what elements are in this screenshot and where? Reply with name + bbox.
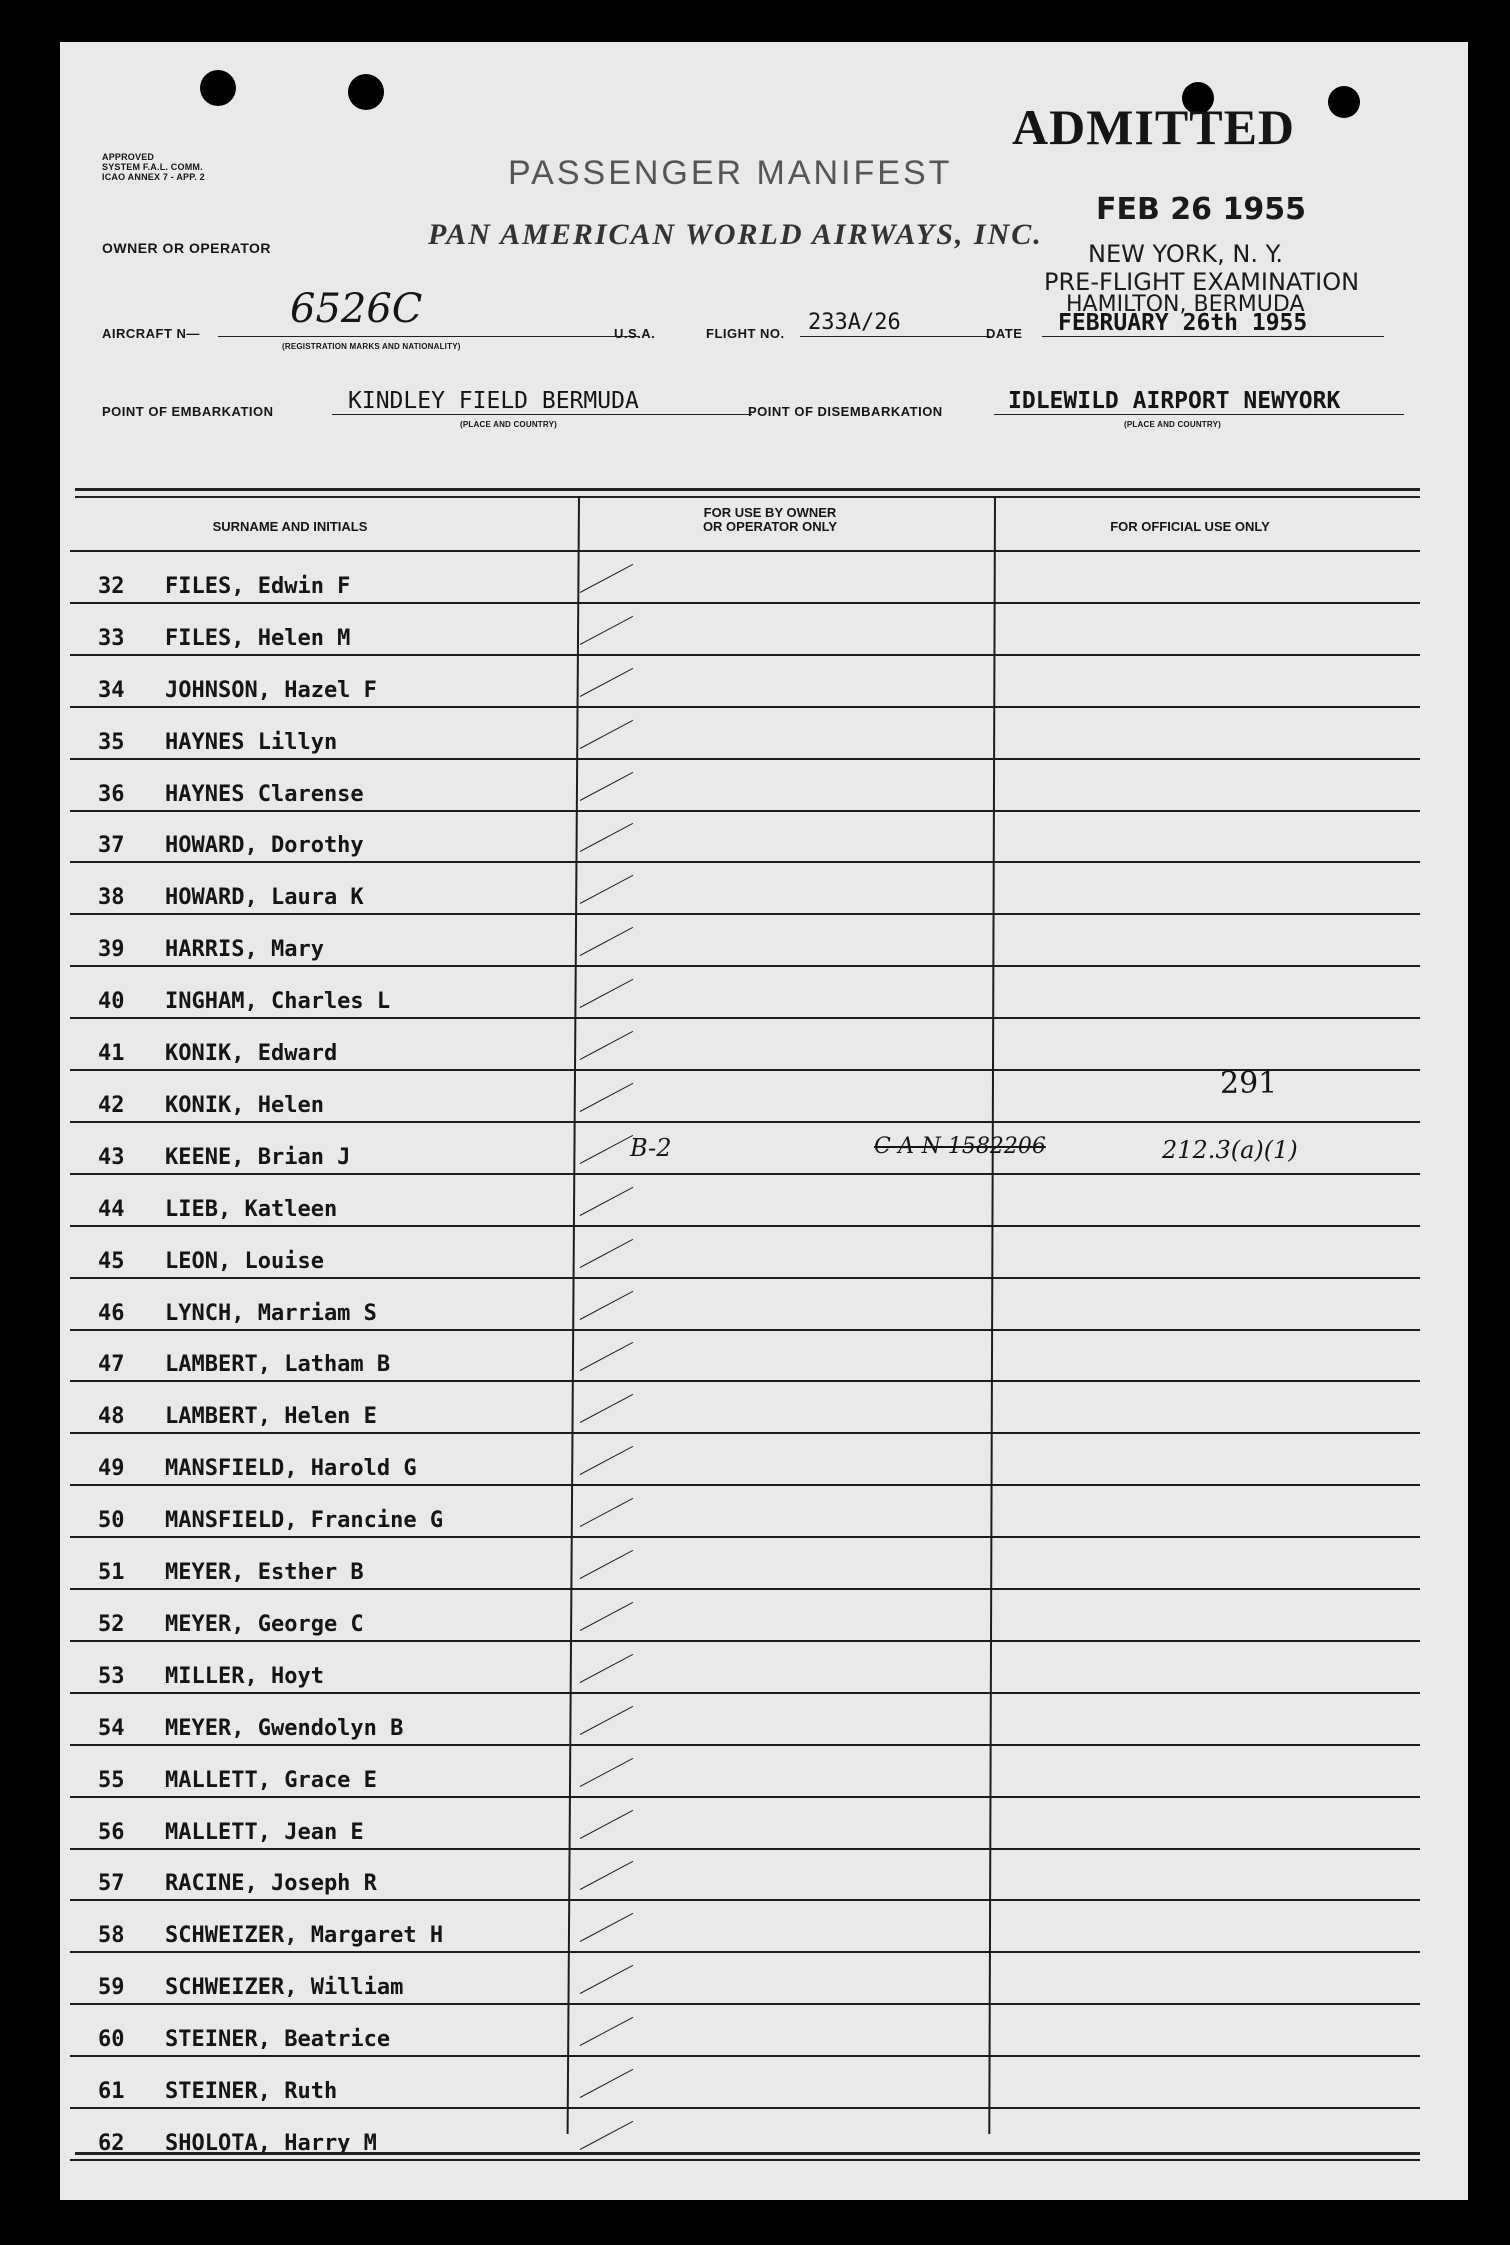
row-number: 38 [98,885,125,911]
check-mark [580,719,633,748]
approved-line: APPROVED [102,152,155,162]
passenger-name: SCHWEIZER, William [165,1975,404,2001]
disembark-value: IDLEWILD AIRPORT NEWYORK [1008,388,1341,414]
passenger-name: MALLETT, Grace E [165,1767,377,1793]
row-divider-line [70,2055,1420,2057]
row-number: 61 [98,2079,125,2104]
date-value: FEBRUARY 26th 1955 [1058,310,1308,336]
check-mark [580,1654,633,1683]
embark-label: POINT OF EMBARKATION [102,404,274,419]
passenger-name: MANSFIELD, Francine G [165,1508,444,1534]
operator-name: PAN AMERICAN WORLD AIRWAYS, INC. [428,218,1043,251]
row-divider-line [70,1536,1420,1538]
row-number: 37 [98,833,125,859]
row-divider-line [70,1432,1420,1434]
check-mark [580,927,633,956]
check-mark [580,1861,633,1890]
embark-underline [332,414,752,415]
row-divider-line [70,2003,1420,2005]
row-number: 58 [98,1923,125,1949]
column-divider [988,498,996,2134]
row-divider-line [70,602,1420,604]
passenger-name: KONIK, Helen [165,1092,324,1118]
check-mark [580,1187,633,1216]
row-divider-line [70,2159,1420,2161]
passenger-name: HOWARD, Dorothy [165,833,364,859]
row-divider-line [70,1225,1420,1227]
keene-official-note: 212.3(a)(1) [1162,1136,1298,1164]
col-header-owner-1: FOR USE BY OWNER [703,505,837,520]
header-divider-line [70,550,1420,552]
check-mark [580,1550,633,1579]
keene-official-struck: C-A-N 1582206 [874,1134,1046,1159]
row-divider-line [70,1017,1420,1019]
check-mark [580,1290,633,1319]
row-divider-line [70,2107,1420,2109]
passenger-name: LAMBERT, Latham B [165,1352,391,1378]
row-divider-line [70,1744,1420,1746]
check-mark [580,875,633,904]
manifest-page [60,42,1468,2200]
row-number: 60 [98,2027,125,2053]
row-divider-line [70,1899,1420,1901]
check-mark [580,668,633,697]
row-number: 48 [98,1404,125,1430]
passenger-name: MEYER, Gwendolyn B [165,1715,404,1741]
embark-sub: (PLACE AND COUNTRY) [460,420,557,429]
passenger-name: MILLER, Hoyt [165,1663,324,1689]
table-bottom-rule [75,2152,1420,2155]
row-divider-line [70,706,1420,708]
row-number: 41 [98,1041,125,1066]
row-number: 52 [98,1611,125,1637]
check-mark [580,2069,633,2098]
usa-label: U.S.A. [614,326,656,341]
aircraft-label: AIRCRAFT N— [102,326,200,341]
passenger-name: LIEB, Katleen [165,1196,338,1222]
row-number: 32 [98,573,125,599]
stamp-place: HAMILTON, BERMUDA [1066,292,1305,317]
approved-block [102,152,205,182]
check-mark [580,1135,633,1164]
punch-hole [200,70,236,106]
disembark-underline [994,414,1404,415]
aircraft-value: 6526C [290,286,423,332]
row-number: 44 [98,1196,125,1222]
passenger-name: SCHWEIZER, Margaret H [165,1923,444,1949]
embark-value: KINDLEY FIELD BERMUDA [348,388,639,414]
row-divider-line [70,758,1420,760]
passenger-name: FILES, Helen M [165,625,351,651]
table-top-rule [75,496,1420,498]
passenger-name: JOHNSON, Hazel F [165,677,377,703]
check-mark [580,1602,633,1631]
row-divider-line [70,1796,1420,1798]
passenger-name: LAMBERT, Helen E [165,1404,377,1430]
row-divider-line [70,861,1420,863]
passenger-name: STEINER, Beatrice [165,2027,391,2053]
keene-owner-note: B-2 [630,1134,672,1162]
admitted-stamp: ADMITTED [1012,99,1296,155]
row-number: 45 [98,1248,125,1274]
date-label: DATE [986,326,1023,341]
row-number: 40 [98,989,125,1015]
flight-value: 233A/26 [808,310,901,335]
row-divider-line [70,1588,1420,1590]
row-number: 47 [98,1352,125,1378]
row-divider-line [70,913,1420,915]
passenger-name: FILES, Edwin F [165,573,351,599]
check-mark [580,979,633,1008]
aircraft-underline [218,336,638,337]
passenger-name: KEENE, Brian J [165,1144,351,1170]
page-title: PASSENGER MANIFEST [508,154,953,192]
check-mark [580,616,633,645]
disembark-sub: (PLACE AND COUNTRY) [1124,420,1221,429]
passenger-name: HAYNES Lillyn [165,729,338,755]
check-mark [580,823,633,852]
row-divider-line [70,1380,1420,1382]
check-mark [580,2017,633,2046]
check-mark [580,1446,633,1475]
row-number: 50 [98,1508,125,1534]
row-number: 39 [98,937,125,963]
passenger-name: HAYNES Clarense [165,781,364,807]
row-number: 51 [98,1560,125,1585]
row-number: 62 [98,2130,125,2156]
passenger-name: KONIK, Edward [165,1041,338,1066]
row-divider-line [70,1484,1420,1486]
approved-line: SYSTEM F.A.L. COMM. [102,162,203,172]
col-header-official: FOR OFFICIAL USE ONLY [1110,519,1270,534]
aircraft-sub: (REGISTRATION MARKS AND NATIONALITY) [282,342,461,351]
check-mark [580,1913,633,1942]
punch-hole [348,74,384,110]
check-mark [580,1809,633,1838]
row-divider-line [70,654,1420,656]
check-mark [580,1965,633,1994]
passenger-name: RACINE, Joseph R [165,1871,377,1897]
approved-line: ICAO ANNEX 7 - APP. 2 [102,172,205,182]
row-divider-line [70,1329,1420,1331]
passenger-name: MEYER, Esther B [165,1560,364,1585]
passenger-name: LEON, Louise [165,1248,324,1274]
row-divider-line [70,1173,1420,1175]
row-number: 54 [98,1715,125,1741]
passenger-name: MALLETT, Jean E [165,1819,364,1845]
check-mark [580,564,633,593]
row-divider-line [70,965,1420,967]
row-number: 46 [98,1300,125,1326]
col-header-owner-2: OR OPERATOR ONLY [702,519,838,534]
row-divider-line [70,1692,1420,1694]
row-number: 35 [98,729,125,755]
check-mark [580,771,633,800]
row-number: 43 [98,1144,125,1170]
check-mark [580,1394,633,1423]
row-number: 57 [98,1871,125,1897]
row-number: 34 [98,677,125,703]
check-mark [580,1757,633,1786]
passenger-name: INGHAM, Charles L [165,989,391,1015]
stamp-date: FEB 26 1955 [1096,192,1306,227]
passenger-name: MANSFIELD, Harold G [165,1456,417,1482]
row-divider-line [70,1069,1420,1071]
table-top-rule [75,488,1420,491]
check-mark [580,1031,633,1060]
check-mark [580,1498,633,1527]
row-number: 42 [98,1092,125,1118]
stamp-preflight: PRE-FLIGHT EXAMINATION [1044,268,1360,296]
check-mark [580,1706,633,1735]
row-number: 56 [98,1819,125,1845]
passenger-name: SHOLOTA, Harry M [165,2130,377,2156]
flight-label: FLIGHT NO. [706,326,785,341]
row-number: 55 [98,1767,125,1793]
check-mark [580,1083,633,1112]
row-divider-line [70,1121,1420,1123]
row-number: 36 [98,781,125,807]
col-header-name: SURNAME AND INITIALS [212,519,368,534]
check-mark [580,2121,633,2150]
row-number: 33 [98,625,125,651]
row-number: 59 [98,1975,125,2001]
row-number: 49 [98,1456,125,1482]
official-note-291: 291 [1220,1066,1278,1101]
row-divider-line [70,1848,1420,1850]
check-mark [580,1238,633,1267]
check-mark [580,1342,633,1371]
owner-label: OWNER OR OPERATOR [102,240,271,256]
passenger-name: MEYER, George C [165,1611,364,1637]
passenger-name: HOWARD, Laura K [165,885,364,911]
row-divider-line [70,810,1420,812]
column-divider [567,498,580,2134]
row-divider-line [70,1640,1420,1642]
date-underline [1042,336,1384,337]
passenger-name: STEINER, Ruth [165,2079,338,2104]
stamp-city: NEW YORK, N. Y. [1088,240,1284,268]
row-divider-line [70,1277,1420,1279]
passenger-name: HARRIS, Mary [165,937,324,963]
row-divider-line [70,1951,1420,1953]
punch-hole [1328,86,1360,118]
flight-underline [800,336,990,337]
row-number: 53 [98,1663,125,1689]
passenger-name: LYNCH, Marriam S [165,1300,377,1326]
disembark-label: POINT OF DISEMBARKATION [748,404,943,419]
